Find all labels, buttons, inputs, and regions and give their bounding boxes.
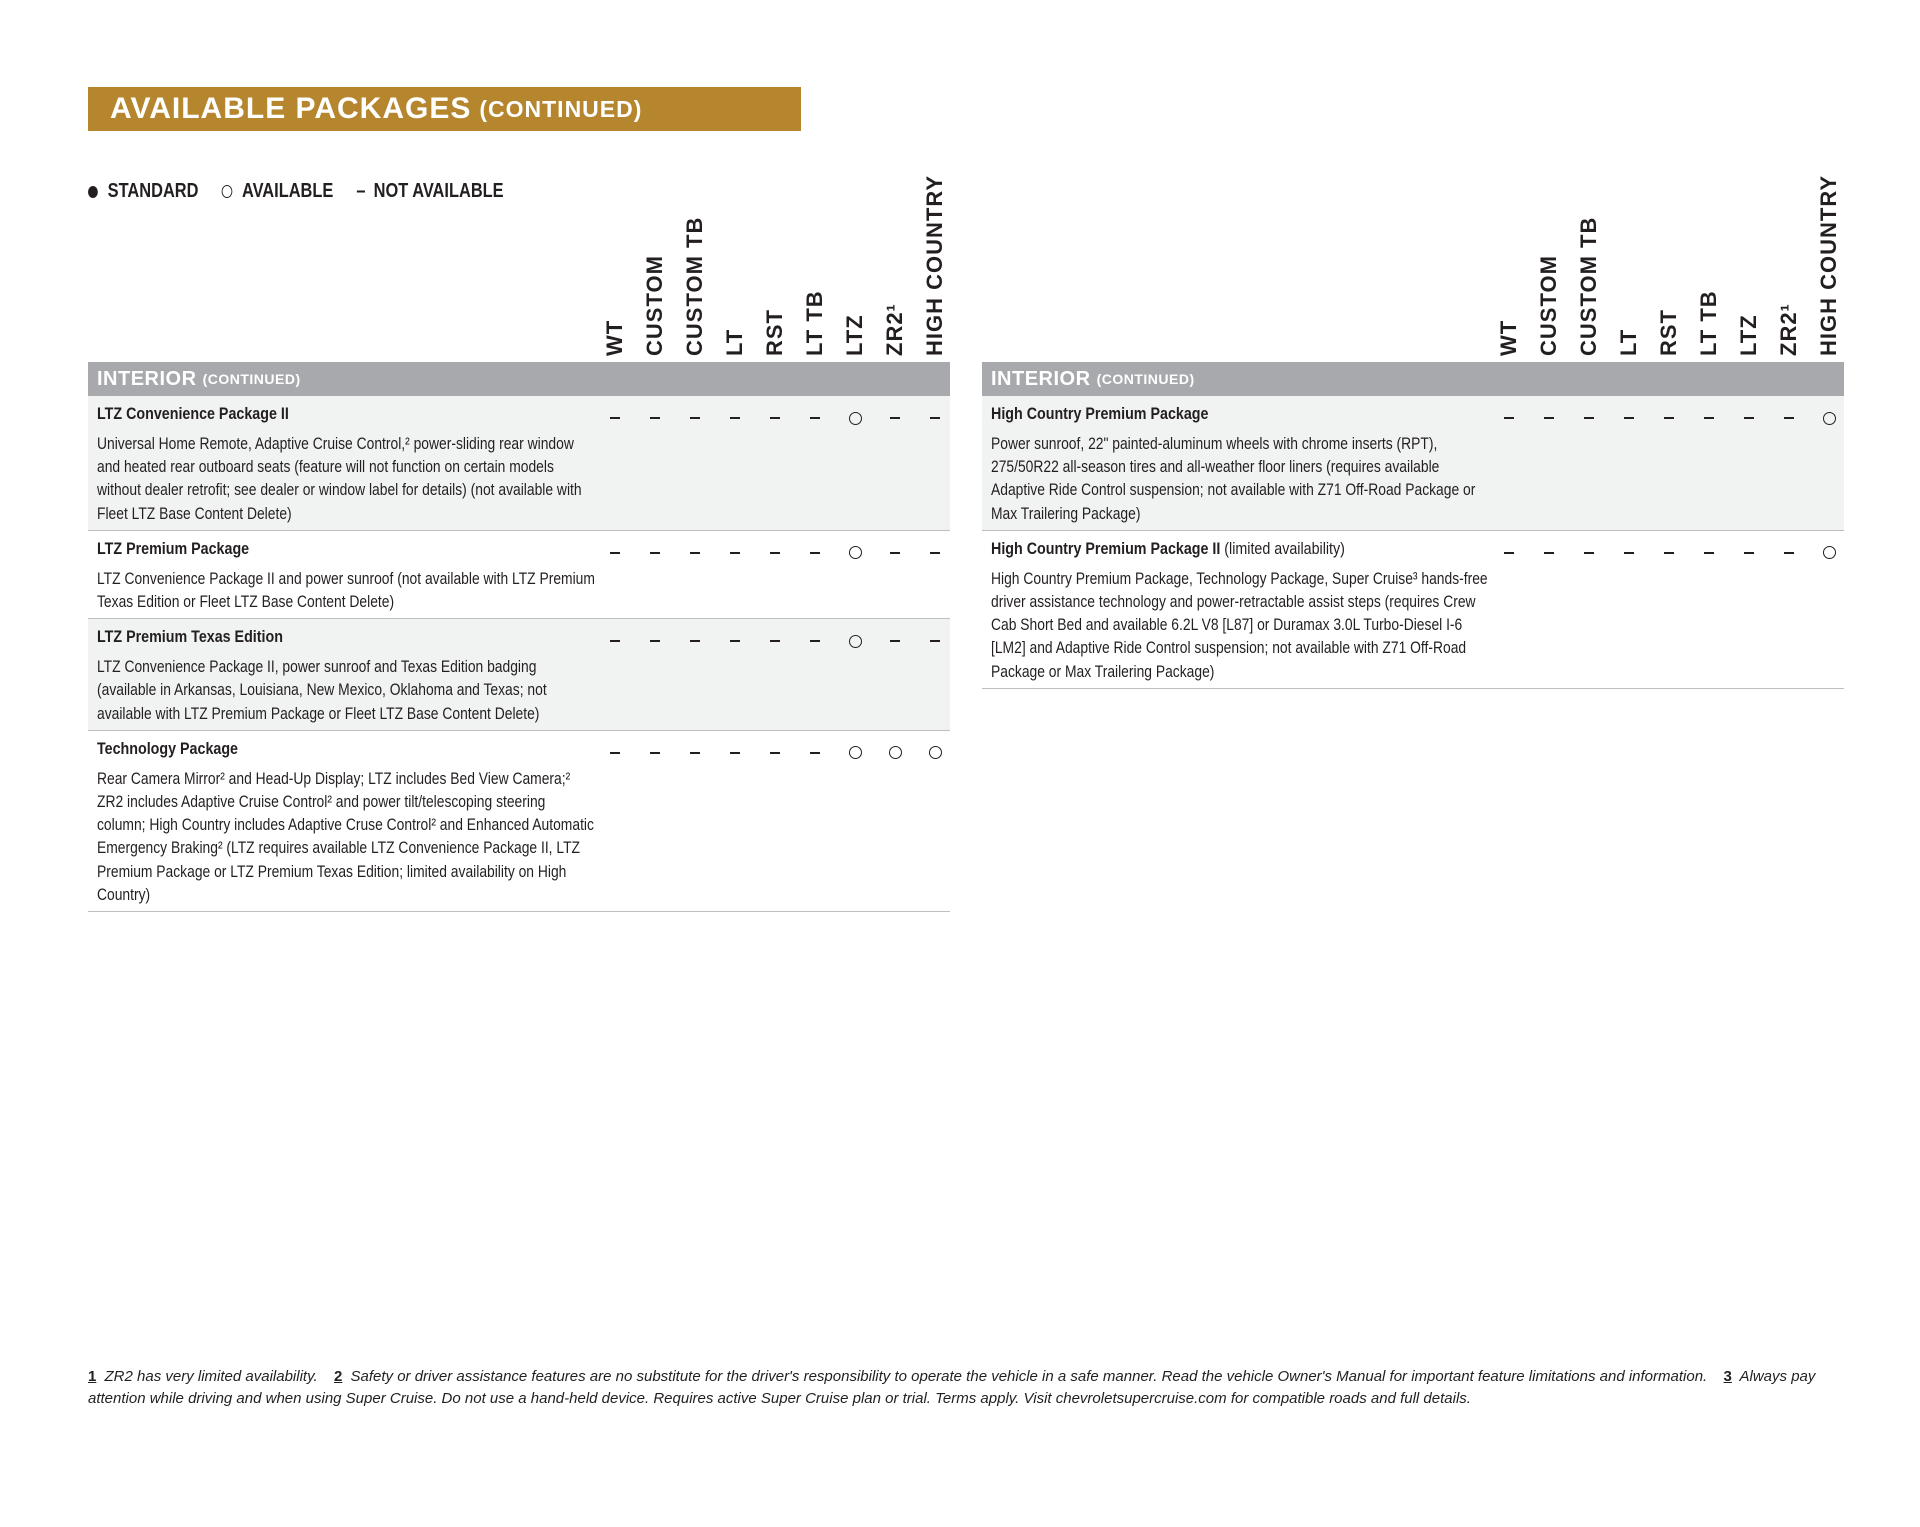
available-circle-icon (889, 746, 902, 759)
availability-cell (755, 633, 795, 649)
package-name: LTZ Convenience Package II (97, 404, 289, 423)
availability-cell (915, 410, 955, 426)
footnote-number: 3 (1723, 1368, 1732, 1385)
availability-cell (675, 633, 715, 649)
column-header (595, 186, 635, 356)
footnotes (88, 1366, 1828, 1410)
column-header (915, 174, 955, 356)
not-available-dash-icon (730, 417, 740, 419)
availability-marks (88, 619, 950, 649)
availability-cell (1809, 545, 1849, 561)
package-description: Power sunroof, 22" painted-aluminum wheels with chrome inserts (RPT), 275/50R22 all-season tires and all-weather floor liners (requires available Adaptive Ride Control suspension; not available with Z71 Off-Road Package or Max Trailering Package) (991, 435, 1476, 523)
column-header-label: RST (1656, 309, 1681, 356)
package-description: High Country Premium Package, Technology Package, Super Cruise³ hands-free driver assistance technology and power-retractable assist steps (requires Crew Cab Short Bed and available 6.2L V8 [L87] or Duramax 3.0L Turbo-Diesel I-6 [LM2] and Adaptive Ride Control suspension; not available with Z71 Off-Road Package or Max Trailering Package) (991, 569, 1488, 681)
column-header-label: WT (602, 319, 627, 356)
not-available-dash-icon (930, 552, 940, 554)
not-available-dash-icon (810, 640, 820, 642)
availability-marks (88, 396, 950, 426)
column-header (1689, 186, 1729, 356)
availability-cell (715, 410, 755, 426)
not-available-dash-icon (610, 640, 620, 642)
availability-cell (875, 410, 915, 426)
availability-cell (715, 633, 755, 649)
table-row (88, 531, 950, 619)
availability-cell (715, 745, 755, 761)
not-available-dash-icon (730, 640, 740, 642)
not-available-dash-icon (690, 752, 700, 754)
availability-cell (1649, 545, 1689, 561)
availability-cell (1609, 545, 1649, 561)
column-header-label: CUSTOM TB (682, 216, 707, 356)
column-header (755, 186, 795, 356)
availability-cell (755, 545, 795, 561)
table-row (982, 396, 1844, 531)
table-row (88, 396, 950, 531)
not-available-dash-icon (1744, 552, 1754, 554)
not-available-dash-icon (650, 417, 660, 419)
not-available-dash-icon (1664, 552, 1674, 554)
column-header (1489, 186, 1529, 356)
availability-cell (915, 633, 955, 649)
availability-cell (1729, 545, 1769, 561)
column-header-label: LT (722, 328, 747, 356)
available-circle-icon (1823, 412, 1836, 425)
not-available-dash-icon (1544, 417, 1554, 419)
package-table-right (982, 174, 1844, 689)
available-circle-icon (849, 412, 862, 425)
availability-cell (1569, 410, 1609, 426)
not-available-dash-icon (1704, 552, 1714, 554)
not-available-dash-icon (650, 640, 660, 642)
not-available-dash-icon (890, 417, 900, 419)
availability-cell (875, 633, 915, 649)
not-available-dash-icon (1624, 552, 1634, 554)
available-circle-icon (849, 546, 862, 559)
availability-cell (875, 745, 915, 761)
column-header (1729, 186, 1769, 356)
not-available-dash-icon (690, 640, 700, 642)
footnote-text: ZR2 has very limited availability. (104, 1368, 318, 1385)
availability-cell (595, 745, 635, 761)
availability-cell (1689, 545, 1729, 561)
column-headers (982, 174, 1844, 362)
availability-cell (915, 745, 955, 761)
package-name: Technology Package (97, 738, 239, 758)
not-available-dash-icon (930, 417, 940, 419)
availability-cell (755, 410, 795, 426)
section-title: INTERIOR (97, 367, 197, 390)
availability-cell (595, 633, 635, 649)
availability-cell (915, 545, 955, 561)
column-header-label: ZR2¹ (882, 303, 907, 356)
availability-cell (795, 545, 835, 561)
footnote-text: Safety or driver assistance features are no substitute for the driver's responsibility to operate the vehicle in a safe manner. Read the vehicle Owner's Manual for important feature limitations and information. (350, 1368, 1708, 1385)
not-available-dash-icon (770, 417, 780, 419)
availability-cell (1609, 410, 1649, 426)
column-header (1609, 186, 1649, 356)
not-available-dash-icon (1784, 552, 1794, 554)
availability-marks (982, 531, 1844, 561)
not-available-dash-icon (730, 752, 740, 754)
not-available-dash-icon (810, 552, 820, 554)
not-available-dash-icon (690, 552, 700, 554)
column-header (1809, 174, 1849, 356)
availability-cell (595, 410, 635, 426)
legend-label: NOT AVAILABLE (373, 180, 504, 202)
not-available-dash-icon (770, 552, 780, 554)
available-circle-icon (1823, 546, 1836, 559)
not-available-dash-icon (810, 752, 820, 754)
availability-cell (795, 745, 835, 761)
availability-cell (1529, 545, 1569, 561)
availability-cell (635, 545, 675, 561)
availability-cell (1729, 410, 1769, 426)
availability-marks (982, 396, 1844, 426)
column-header-label: ZR2¹ (1776, 303, 1801, 356)
column-header-label: CUSTOM (1536, 255, 1561, 356)
column-header-label: CUSTOM (642, 255, 667, 356)
column-header (1649, 186, 1689, 356)
section-header (982, 362, 1844, 396)
not-available-dash-icon (730, 552, 740, 554)
availability-cell (875, 545, 915, 561)
package-name: High Country Premium Package II (991, 538, 1221, 558)
not-available-dash-icon (650, 552, 660, 554)
table-row (88, 619, 950, 731)
column-header (1769, 186, 1809, 356)
package-name: LTZ Premium Package (97, 538, 250, 558)
not-available-dash-icon (770, 752, 780, 754)
availability-cell (1569, 545, 1609, 561)
dash-icon: – (356, 180, 366, 202)
footnote-number: 2 (334, 1368, 343, 1385)
column-header-label: RST (762, 309, 787, 356)
table-row (982, 531, 1844, 689)
availability-cell (835, 410, 875, 426)
not-available-dash-icon (1784, 417, 1794, 419)
page-title-bar (88, 87, 801, 131)
not-available-dash-icon (650, 752, 660, 754)
column-header-label: LTZ (842, 314, 867, 356)
availability-cell (675, 745, 715, 761)
not-available-dash-icon (690, 417, 700, 419)
not-available-dash-icon (1544, 552, 1554, 554)
not-available-dash-icon (1744, 417, 1754, 419)
not-available-dash-icon (770, 640, 780, 642)
availability-cell (1489, 410, 1529, 426)
column-header (795, 186, 835, 356)
availability-cell (1769, 545, 1809, 561)
not-available-dash-icon (930, 640, 940, 642)
not-available-dash-icon (1704, 417, 1714, 419)
package-name: LTZ Premium Texas Edition (97, 627, 283, 647)
column-header (635, 186, 675, 356)
package-name: High Country Premium Package (991, 404, 1209, 423)
availability-cell (795, 410, 835, 426)
not-available-dash-icon (610, 552, 620, 554)
not-available-dash-icon (890, 640, 900, 642)
not-available-dash-icon (610, 752, 620, 754)
column-header-label: HIGH COUNTRY (1816, 174, 1841, 356)
availability-cell (835, 745, 875, 761)
package-description: Universal Home Remote, Adaptive Cruise Control,² power-sliding rear window and heated rear outboard seats (feature will not function on certain models without dealer retrofit; see dealer or window label for details) (not available with Fleet LTZ Base Content Delete) (97, 435, 582, 523)
column-header-label: LTZ (1736, 314, 1761, 356)
availability-cell (1489, 545, 1529, 561)
column-header (875, 186, 915, 356)
not-available-dash-icon (1584, 552, 1594, 554)
column-header (675, 186, 715, 356)
column-header (1529, 186, 1569, 356)
availability-cell (635, 745, 675, 761)
legend-label: STANDARD (107, 180, 199, 202)
availability-cell (595, 545, 635, 561)
column-header-label: CUSTOM TB (1576, 216, 1601, 356)
table-row (88, 731, 950, 912)
column-header-label: WT (1496, 319, 1521, 356)
page-title: AVAILABLE PACKAGES (110, 92, 472, 125)
package-description: LTZ Convenience Package II and power sunroof (not available with LTZ Premium Texas Edition or Fleet LTZ Base Content Delete) (97, 569, 595, 612)
column-header-label: LT TB (1696, 290, 1721, 356)
not-available-dash-icon (610, 417, 620, 419)
not-available-dash-icon (1504, 552, 1514, 554)
availability-marks (88, 731, 950, 761)
available-circle-icon (929, 746, 942, 759)
availability-marks (88, 531, 950, 561)
availability-cell (635, 633, 675, 649)
section-header (88, 362, 950, 396)
column-header (1569, 186, 1609, 356)
column-headers (88, 174, 950, 362)
not-available-dash-icon (1504, 417, 1514, 419)
availability-cell (715, 545, 755, 561)
not-available-dash-icon (1664, 417, 1674, 419)
section-subtitle: (CONTINUED) (202, 371, 301, 387)
availability-cell (795, 633, 835, 649)
availability-cell (1809, 410, 1849, 426)
footnote-number: 1 (88, 1368, 97, 1385)
availability-cell (1769, 410, 1809, 426)
not-available-dash-icon (810, 417, 820, 419)
package-description: LTZ Convenience Package II, power sunroof and Texas Edition badging (available in Arkansas, Louisiana, New Mexico, Oklahoma and Texas; not available with LTZ Premium Package or Fleet LTZ Base Content Delete) (97, 658, 547, 723)
availability-cell (835, 633, 875, 649)
legend-label: AVAILABLE (241, 180, 334, 202)
availability-cell (635, 410, 675, 426)
column-header-label: HIGH COUNTRY (922, 174, 947, 356)
package-description: Rear Camera Mirror² and Head-Up Display; LTZ includes Bed View Camera;² ZR2 includes Adaptive Cruise Control² and power tilt/telescoping steering column; High Country includes Adaptive Cruse Control² and Enhanced Automatic Emergency Braking² (LTZ requires available LTZ Convenience Package II, LTZ Premium Package or LTZ Premium Texas Edition; limited availability on High Country) (97, 769, 594, 904)
availability-cell (755, 745, 795, 761)
column-header (835, 186, 875, 356)
page-title-suffix: (CONTINUED) (479, 95, 643, 122)
section-subtitle: (CONTINUED) (1096, 371, 1195, 387)
not-available-dash-icon (1624, 417, 1634, 419)
availability-cell (675, 410, 715, 426)
footnote-text: Always pay attention while driving and when using Super Cruise. Do not use a hand-held device. Requires active Super Cruise plan or trial. Terms apply. Visit chevroletsupercruise.com for compatible roads and full details. (88, 1368, 1816, 1407)
package-table-left (88, 174, 950, 912)
availability-cell (835, 545, 875, 561)
column-header (715, 186, 755, 356)
availability-cell (675, 545, 715, 561)
not-available-dash-icon (1584, 417, 1594, 419)
availability-cell (1649, 410, 1689, 426)
availability-cell (1529, 410, 1569, 426)
section-title: INTERIOR (991, 367, 1091, 390)
availability-cell (1689, 410, 1729, 426)
available-circle-icon (849, 635, 862, 648)
column-header-label: LT TB (802, 290, 827, 356)
column-header-label: LT (1616, 328, 1641, 356)
package-note: (limited availability) (1220, 538, 1345, 558)
not-available-dash-icon (890, 552, 900, 554)
available-circle-icon (849, 746, 862, 759)
